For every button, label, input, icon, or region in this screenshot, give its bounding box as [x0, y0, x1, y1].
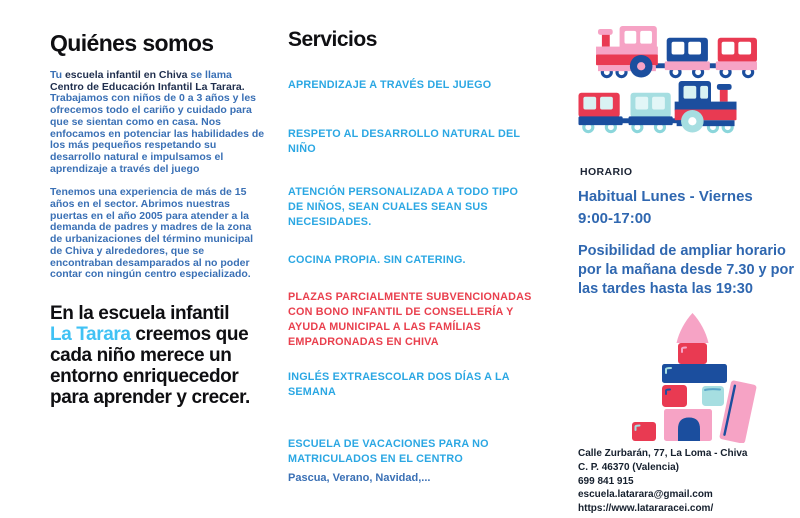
about-paragraph-2: Tenemos una experiencia de más de 15 años en el sector. Abrimos nuestras puertas en el año 2005 para atender a la demanda de padres y madres de la zona de urbanizaciones del término municipal de Chiva y alrededores, que se encontraban desamparados al no poder contar con ningún centro especializado. — [50, 186, 254, 281]
train-illustration-top — [595, 26, 758, 79]
horario-heading: HORARIO — [580, 166, 633, 178]
contact-phone: 699 841 915 — [578, 475, 634, 487]
schedule-ext-part1: Posibilidad de ampliar horario por la mañana desde — [578, 243, 786, 278]
about-paragraph-1 — [50, 70, 266, 175]
statement-part1: En la escuela infantil — [50, 302, 230, 324]
contact-address-line2: C. P. 46370 (Valencia) — [578, 461, 679, 473]
about-p1-part1: Tu — [50, 69, 65, 81]
service-item-cocina: COCINA PROPIA. SIN CATERING. — [288, 254, 466, 266]
servicios-heading: Servicios — [288, 28, 377, 51]
about-p1-bold2: Centro de Educación Infantil La Tarara. — [50, 80, 245, 93]
service-item-juego: APRENDIZAJE A TRAVÉS DEL JUEGO — [288, 79, 492, 91]
schedule-extended — [578, 242, 797, 299]
service-item-vacaciones: ESCUELA DE VACACIONES PARA NO MATRICULADOS EN EL CENTRO — [288, 438, 489, 465]
service-item-ingles: INGLÉS EXTRAESCOLAR DOS DÍAS A LA SEMANA — [288, 371, 510, 398]
contact-website: https://www.latararacei.com/ — [578, 503, 714, 515]
brand-name-highlight: La Tarara — [50, 323, 131, 345]
contact-email: escuela.latarara@gmail.com — [578, 489, 713, 501]
service-item-desarrollo: RESPETO AL DESARROLLO NATURAL DEL NIÑO — [288, 128, 520, 155]
services-column — [288, 28, 534, 484]
about-p1-bold1: escuela infantil en Chiva — [64, 69, 188, 81]
schedule-hours: 9:00-17:00 — [578, 209, 652, 227]
vacation-note: Pascua, Verano, Navidad,... — [288, 472, 431, 484]
contact-address-line1: Calle Zurbarán, 77, La Loma - Chiva — [578, 448, 748, 459]
about-p1-part2: se llama — [187, 69, 232, 81]
mission-statement — [50, 303, 252, 408]
contact-block — [578, 447, 793, 516]
schedule-days: Habitual Lunes - Viernes — [578, 188, 753, 205]
about-column — [50, 30, 266, 408]
about-p1-part3: Trabajamos con niños de 0 a 3 años y les ofrecemos todo el cariño y cuidado para que se sientan como en casa. Nos enfocamos en potenciar las habilidades de los más pequeños respetando su desarrollo natural e impulsamos el aprendizaje a través del juego — [50, 92, 265, 175]
service-item-plazas: PLAZAS PARCIALMENTE SUBVENCIONADAS CON BONO INFANTIL DE CONSELLERÍA Y AYUDA MUNICIPAL A LAS FAMÍLIAS EMPADRONADAS EN CHIVA — [288, 291, 532, 348]
train-illustration-bottom — [577, 81, 738, 134]
statement-part2: creemos que cada niño merece un entorno enriquecedor para aprender y crecer. — [50, 323, 250, 408]
service-item-atencion: ATENCIÓN PERSONALIZADA A TODO TIPO DE NIÑOS, SEAN CUALES SEAN SUS NECESIDADES. — [288, 186, 519, 228]
schedule-ext-time1: 7.30 — [726, 262, 755, 278]
schedule-regular — [578, 186, 796, 229]
schedule-ext-part2: y por las tardes hasta las — [578, 262, 794, 297]
building-blocks-illustration — [626, 311, 784, 443]
schedule-ext-time2: 19:30 — [715, 281, 753, 297]
quienes-somos-heading: Quiénes somos — [50, 30, 214, 56]
